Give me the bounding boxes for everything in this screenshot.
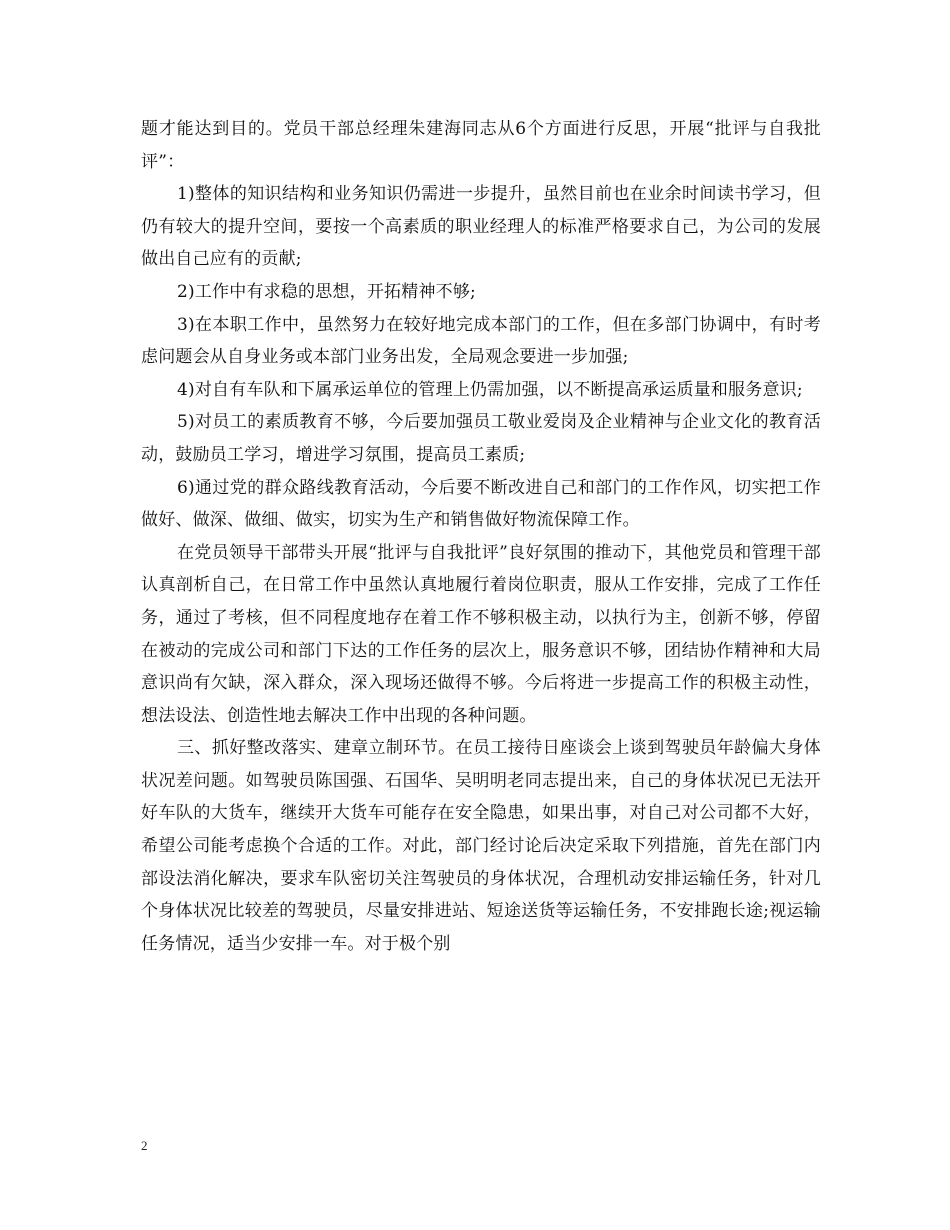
paragraph: 3)在本职工作中，虽然努力在较好地完成本部门的工作，但在多部门协调中，有时考虑问题会从自身业务或本部门业务出发，全局观念要进一步加强; xyxy=(141,314,821,368)
document-body xyxy=(141,113,821,960)
paragraph: 2)工作中有求稳的思想，开拓精神不够; xyxy=(177,281,476,302)
paragraph: 题才能达到目的。党员干部总经理朱建海同志从6个方面进行反思，开展“批评与自我批评”： xyxy=(141,119,821,172)
paragraph: 1)整体的知识结构和业务知识仍需进一步提升，虽然目前也在业余时间读书学习，但仍有较大的提升空间，要按一个高素质的职业经理人的标准严格要求自己，为公司的发展做出自己应有的贡献; xyxy=(141,184,821,270)
paragraph: 5)对员工的素质教育不够，今后要加强员工敬业爱岗及企业精神与企业文化的教育活动，鼓励员工学习，增进学习氛围，提高员工素质; xyxy=(141,412,821,465)
paragraph: 4)对自有车队和下属承运单位的管理上仍需加强，以不断提高承运质量和服务意识; xyxy=(177,379,803,400)
paragraph: 6)通过党的群众路线教育活动，今后要不断改进自己和部门的工作作风，切实把工作做好、做深、做细、做实，切实为生产和销售做好物流保障工作。 xyxy=(141,477,821,531)
page-number: 2 xyxy=(141,1138,148,1153)
paragraph: 三、抓好整改落实、建章立制环节。在员工接待日座谈会上谈到驾驶员年龄偏大身体状况差问题。如驾驶员陈国强、石国华、吴明明老同志提出来，自己的身体状况已无法开好车队的大货车，继续开大货车可能存在安全隐患，如果出事，对自己对公司都不大好，希望公司能考虑换个合适的工作。对此，部门经讨论后决定采取下列措施，首先在部门内部设法消化解决，要求车队密切关注驾驶员的身体状况，合理机动安排运输任务，针对几个身体状况比较差的驾驶员，尽量安排进站、短途送货等运输任务，不安排跑长途;视运输任务情况，适当少安排一车。对于极个别 xyxy=(141,738,821,954)
paragraph: 在党员领导干部带头开展“批评与自我批评”良好氛围的推动下，其他党员和管理干部认真剖析自己，在日常工作中虽然认真地履行着岗位职责，服从工作安排，完成了工作任务，通过了考核，但不同程度地存在着工作不够积极主动，以执行为主，创新不够，停留在被动的完成公司和部门下达的工作任务的层次上，服务意识不够，团结协作精神和大局意识尚有欠缺，深入群众，深入现场还做得不够。今后将进一步提高工作的积极主动性，想法设法、创造性地去解决工作中出现的各种问题。 xyxy=(141,542,821,726)
